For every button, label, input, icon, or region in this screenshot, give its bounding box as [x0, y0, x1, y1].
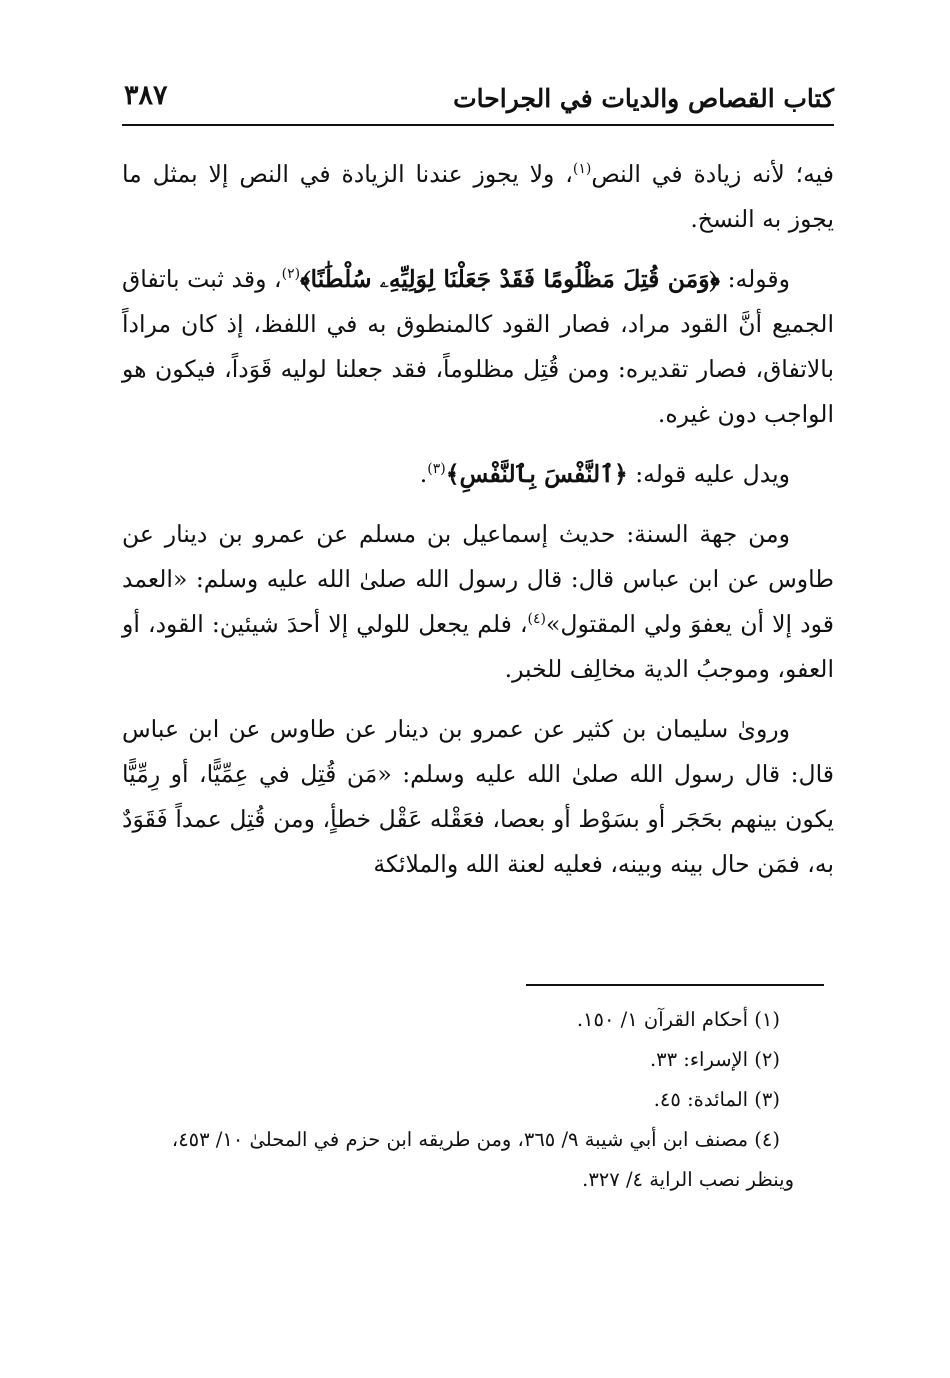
footnote: (٣) المائدة: ٤٥.	[653, 1088, 780, 1111]
footnotes	[122, 1000, 824, 1200]
paragraph: فيه؛ لأنه زيادة في النص$^{(١)}$، ولا يجوز عندنا الزيادة في النص إلا بمثل ما يجوز به النسخ.	[122, 160, 834, 233]
paragraph: وقوله: ﴿وَمَن قُتِلَ مَظْلُومًا فَقَدْ جَعَلْنَا لِوَلِيِّهِۦ سُلْطَٰنًا﴾$^{(٢)}$، وقد ثبت باتفاق الجميع أنَّ القود مراد، فصار القود كالمنطوق به في اللفظ، إذ كان مراداً بالاتفاق، فصار تقديره: ومن قُتِل مظلوماً، فقد جعلنا لوليه قَوَداً، فيكون هو الواجب دون غيره.	[122, 265, 834, 428]
footnote: (٢) الإسراء: ٣٣.	[649, 1048, 780, 1071]
quran-verse: ﴿وَمَن قُتِلَ مَظْلُومًا فَقَدْ جَعَلْنَا لِوَلِيِّهِۦ سُلْطَٰنًا﴾	[300, 265, 720, 293]
footnote-ref: (٤)	[527, 611, 547, 628]
paragraph: ورویٰ سليمان بن كثير عن عمرو بن دينار عن طاوس عن ابن عباس قال: قال رسول الله صلىٰ الله عليه وسلم: «مَن قُتِل في عِمِّيًّا، أو رِمِّيًّا يكون بينهم بحَجَر أو بسَوْط أو بعصا، فعَقْله عَقْل خطأٍ، ومن قُتِل عمداً فَقَوَدٌ به، فمَن حال بينه وبينه، فعليه لعنة الله والملائكة	[122, 715, 834, 878]
quran-verse: ﴿ٱلنَّفْسَ بِٱلنَّفْسِ﴾	[445, 460, 628, 488]
footnote-ref: (٢)	[281, 266, 301, 283]
footnote-ref: (٣)	[427, 461, 446, 478]
paragraph: ومن جهة السنة: حديث إسماعيل بن مسلم عن عمرو بن دينار عن طاوس عن ابن عباس قال: قال رسول الله صلىٰ الله عليه وسلم: «العمد قود إلا أن يعفوَ ولي المقتول»$^{(٤)}$، فلم يجعل للولي إلا أحدَ شيئين: القود، أو العفو، وموجبُ الدية مخالِف للخبر.	[122, 520, 834, 683]
main-text	[122, 152, 834, 902]
footnote-divider	[526, 984, 824, 986]
footnote: (٤) مصنف ابن أبي شيبة ٩/ ٣٦٥، ومن طريقه ابن حزم في المحلىٰ ١٠/ ٤٥٣، وينظر نصب الراية ٤/ ٣٢٧.	[122, 1120, 824, 1200]
page-number: ٣٨٧	[124, 80, 168, 111]
footnote: (١) أحكام القرآن ١/ ١٥٠.	[576, 1008, 780, 1031]
running-header	[122, 78, 834, 126]
book-title: كتاب القصاص والديات في الجراحات	[453, 84, 834, 113]
footnote-ref: (١)	[572, 161, 592, 178]
paragraph: ويدل عليه قوله: ﴿ٱلنَّفْسَ بِٱلنَّفْسِ﴾$^{(٣)}$.	[419, 460, 790, 488]
footnote-continuation: وينظر نصب الراية ٤/ ٣٢٧.	[582, 1168, 794, 1191]
